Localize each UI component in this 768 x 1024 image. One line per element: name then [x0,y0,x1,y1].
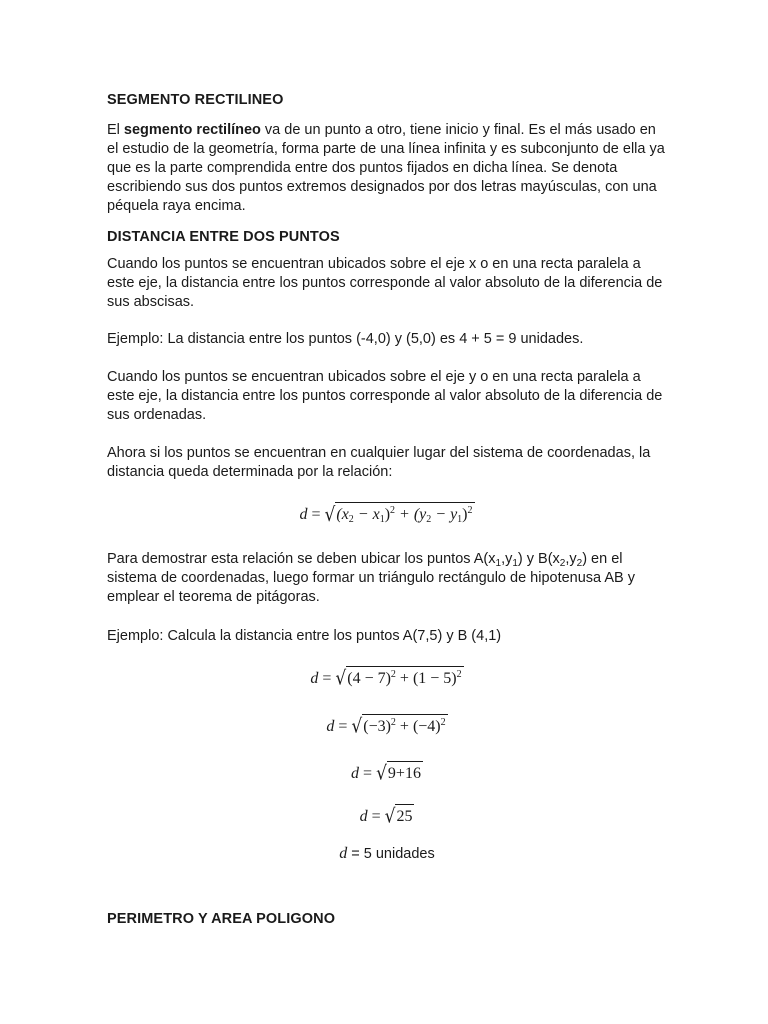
square-root [325,502,475,526]
formula-lhs: d [339,845,348,862]
formula-lhs: d [326,718,335,735]
radical-sign: √ [335,667,347,691]
exponent: 2 [390,717,396,728]
exponent: 2 [390,669,396,680]
radicand [335,502,474,526]
paragraph-ejemplo-calculo: Ejemplo: Calcula la distancia entre los puntos A(7,5) y B (4,1) [107,628,502,644]
paragraph-eje-y: Cuando los puntos se encuentran ubicados sobre el eje y o en una recta paralela a este eje, la distancia entre los puntos corresponde al valor absoluto de la diferencia de sus ordenadas. [107,369,663,423]
formula-result [107,843,667,865]
subscript: 1 [512,558,518,569]
subscript: 1 [495,558,502,569]
paragraph-segmento-definition [107,121,667,216]
formula-step-1: $d = √(4 - 7)^2 + (1 - 5)^2$ [310,667,462,691]
term-minus-x1: − x [353,506,380,523]
paren-close: ) [384,506,391,523]
demo-text-e: ) en el sistema de coordenadas, luego formar un triángulo rectángulo de hipotenusa AB y emplear el teorema de pitágoras. [107,551,635,605]
exponent: 2 [467,505,473,516]
term-plus-y2-open: + (y [395,506,427,523]
term-x2-open: (x [336,506,349,523]
demo-text-b: ,y [501,551,513,567]
radicand: 25 [395,804,414,828]
paragraph-eje-x: Cuando los puntos se encuentran ubicados sobre el eje x o en una recta paralela a este eje, la distancia entre los puntos corresponde al valor absoluto de la diferencia de sus abscisas. [107,256,663,310]
formula-step-4: d = √25 [359,805,413,829]
paragraph-relacion-general: Ahora si los puntos se encuentran en cualquier lugar del sistema de coordenadas, la distancia queda determinada por la relación: [107,445,651,480]
square-root [376,761,423,785]
square-root [351,714,447,738]
term-segmento-rectilineo: segmento rectilíneo [123,122,261,138]
subscript: 2 [576,558,583,569]
heading-segmento-rectilineo: SEGMENTO RECTILINEO [107,92,284,108]
intro-text-start: El [107,122,124,138]
subscript: 2 [426,514,432,525]
demo-text-c: ) y B(x [517,551,560,567]
demo-text-a: Para demostrar esta relación se deben ubicar los puntos A(x [107,551,496,567]
result-text: = 5 unidades [347,846,435,862]
formula-step-3: d = √9+16 [351,762,421,786]
formula-lhs: d [299,506,308,523]
paragraph-ejemplo-eje-x: Ejemplo: La distancia entre los puntos (-4,0) y (5,0) es 4 + 5 = 9 unidades. [107,331,584,347]
formula-equals: = [307,506,325,523]
formula-lhs: d [310,670,319,687]
radical-sign: √ [351,715,363,739]
radicand [346,666,463,690]
demo-text-d: ,y [565,551,577,567]
square-root [335,666,463,690]
radicand: 9+16 [387,761,423,785]
formula-lhs: d [351,765,360,782]
exponent: 2 [456,669,462,680]
radical-sign: √ [384,805,396,829]
intro-text-rest: va de un punto a otro, tiene inicio y final. Es el más usado en el estudio de la geometría, forma parte de una línea infinita y es subconjunto de ella ya que es la parte comprendida entre dos puntos fijados en dicha línea. Se denota escribiendo sus dos puntos extremos designados por dos letras mayúsculas, con una péquela raya encima. [107,122,665,214]
subscript: 2 [348,514,354,525]
paragraph-demostracion [107,550,667,607]
radicand-term-a: (−3) [363,718,391,735]
radical-sign: √ [324,503,336,527]
formula-distancia-general [107,502,667,526]
subscript: 1 [457,514,463,525]
radicand [362,714,447,738]
subscript: 1 [379,514,385,525]
exponent: 2 [440,717,446,728]
exponent: 2 [390,505,396,516]
radicand-term-b: + (−4) [395,718,441,735]
radicand-term-a: (4 − 7) [347,670,391,687]
radical-sign: √ [376,762,387,786]
paren-close: ) [462,506,468,523]
square-root [385,804,415,828]
formula-lhs: d [359,808,368,825]
heading-perimetro-area-poligono: PERIMETRO Y AREA POLIGONO [107,911,336,927]
subscript: 2 [559,558,566,569]
radicand-term-b: + (1 − 5) [395,670,457,687]
formula-step-2: $d = √(-3)^2 + (-4)^2$ [326,715,446,739]
heading-distancia-entre-dos-puntos: DISTANCIA ENTRE DOS PUNTOS [107,229,340,245]
term-minus-y1: − y [431,506,458,523]
